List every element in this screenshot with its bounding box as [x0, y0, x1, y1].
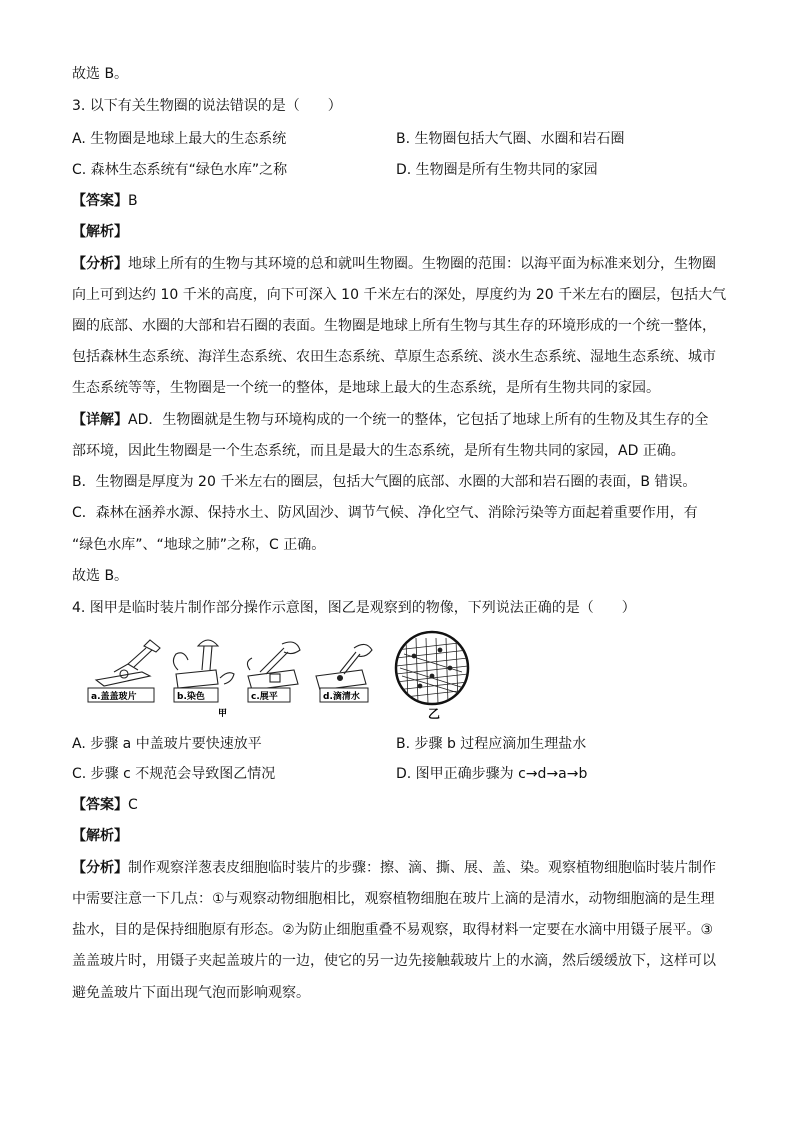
fenxi-tag: 【分析】	[72, 860, 128, 876]
q3-answer	[72, 191, 138, 211]
text-line: 向上可到达约 10 千米的高度，向下可深入 10 千米左右的深处，厚度约为 20 千米左右的圈层，包括大气	[72, 287, 727, 303]
text-line: B．生物圈是厚度为 20 千米左右的圈层，包括大气圈的底部、水圈的大部和岩石圈的表面，B 错误。	[72, 474, 697, 490]
text-line	[72, 410, 708, 430]
q4-answer	[72, 795, 138, 815]
label-jia: 甲	[218, 709, 228, 719]
text-line: 盖盖玻片时，用镊子夹起盖玻片的一边，使它的另一边先接触载玻片上的水滴，然后缓缓放下，这样可以	[72, 953, 716, 969]
text-line: 部环境，因此生物圈是一个生态系统，而且是最大的生态系统，是所有生物共同的家园，AD 正确。	[72, 443, 685, 459]
text-line: 圈的底部、水圈的大部和岩石圈的表面。生物圈是地球上所有生物与其生存的环境形成的一个统一整体，	[72, 318, 716, 334]
q3-option-a: A. 生物圈是地球上最大的生态系统	[72, 131, 287, 147]
xiangjie-tag: 【详解】	[72, 412, 128, 428]
text-line: 故选 B。	[72, 568, 129, 584]
text-line	[72, 254, 716, 274]
text-line: “绿色水库”、“地球之肺”之称，C 正确。	[72, 537, 326, 553]
step-b-sketch	[173, 640, 234, 688]
answer-value: B	[128, 193, 138, 209]
question-4-stem: 4. 图甲是临时装片制作部分操作示意图，图乙是观察到的物像，下列说法正确的是（ ）	[72, 600, 636, 616]
step-c-sketch	[247, 642, 300, 690]
step-a-sketch	[96, 640, 160, 686]
answer-value: C	[128, 797, 138, 813]
figure-yi	[392, 628, 472, 722]
analysis-heading: 【解析】	[72, 828, 128, 844]
caption-b: b.染色	[177, 692, 205, 702]
q4-option-d: D. 图甲正确步骤为 c→d→a→b	[396, 766, 588, 782]
answer-tag: 【答案】	[72, 193, 128, 209]
text-line	[72, 858, 716, 878]
q3-option-c: C. 森林生态系统有“绿色水库”之称	[72, 162, 288, 178]
question-3-stem: 3. 以下有关生物圈的说法错误的是（ ）	[72, 98, 342, 114]
q4-option-c: C. 步骤 c 不规范会导致图乙情况	[72, 766, 276, 782]
text-line: 故选 B。	[72, 66, 129, 82]
caption-c: c.展平	[251, 692, 278, 702]
label-yi: 乙	[428, 707, 441, 721]
caption-d: d.滴清水	[323, 692, 360, 702]
text-line: 避免盖玻片下面出现气泡而影响观察。	[72, 985, 310, 1001]
fenxi-tag: 【分析】	[72, 256, 128, 272]
text-span: 地球上所有的生物与其环境的总和就叫生物圈。生物圈的范围：以海平面为标准来划分，生物圈	[128, 256, 716, 272]
q4-option-a: A. 步骤 a 中盖玻片要快速放平	[72, 736, 262, 752]
q3-option-b: B. 生物圈包括大气圈、水圈和岩石圈	[396, 131, 625, 147]
analysis-heading: 【解析】	[72, 224, 128, 240]
text-line: 盐水，目的是保持细胞原有形态。②为防止细胞重叠不易观察，取得材料一定要在水滴中用镊子展平。③	[72, 922, 714, 938]
text-span: AD．生物圈就是生物与环境构成的一个统一的整体，它包括了地球上所有的生物及其生存的全	[128, 412, 709, 428]
q4-option-b: B. 步骤 b 过程应滴加生理盐水	[396, 736, 587, 752]
text-line: 生态系统等等，生物圈是一个统一的整体，是地球上最大的生态系统，是所有生物共同的家园。	[72, 380, 660, 396]
text-line: 中需要注意一下几点：①与观察动物细胞相比，观察植物细胞在玻片上滴的是清水，动物细胞滴的是生理	[72, 891, 715, 907]
answer-tag: 【答案】	[72, 797, 128, 813]
figure-jia	[84, 630, 384, 720]
step-d-sketch	[316, 644, 372, 690]
q3-option-d: D. 生物圈是所有生物共同的家园	[396, 162, 598, 178]
text-line: 包括森林生态系统、海洋生态系统、农田生态系统、草原生态系统、淡水生态系统、湿地生态系统、城市	[72, 349, 716, 365]
text-line: C．森林在涵养水源、保持水土、防风固沙、调节气候、净化空气、消除污染等方面起着重要作用，有	[72, 505, 698, 521]
caption-a: a.盖盖玻片	[91, 692, 137, 702]
text-span: 制作观察洋葱表皮细胞临时装片的步骤：擦、滴、撕、展、盖、染。观察植物细胞临时装片制作	[128, 860, 716, 876]
